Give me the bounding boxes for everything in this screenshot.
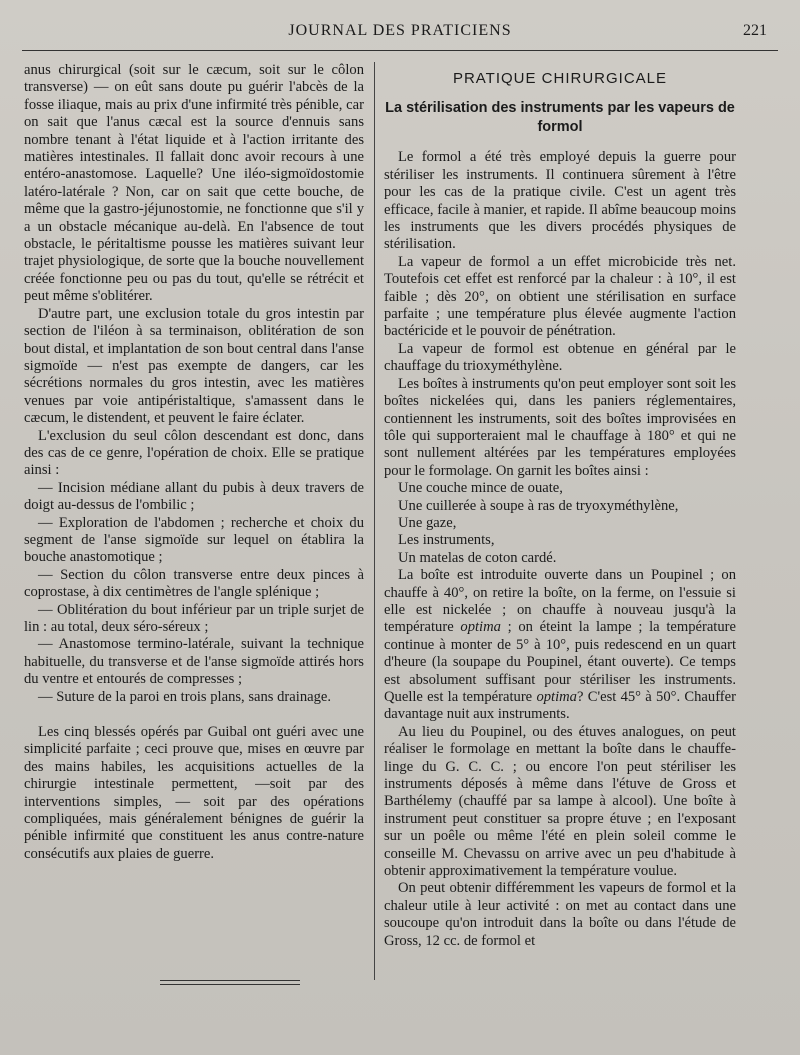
- page-number: 221: [743, 22, 767, 39]
- end-rule: [160, 980, 300, 981]
- paragraph: La vapeur de formol est obtenue en général par le chauffage du trioxyméthylène.: [384, 340, 736, 375]
- end-rule: [160, 984, 300, 985]
- procedure-step: — Incision médiane allant du pubis à deux travers de doigt au-dessus de l'ombilic ;: [24, 479, 364, 514]
- text-run: ; on éteint la lampe ; la température continue à monter de 5° à 10°, puis redescend en un quart d'heure (la soupape du Poupinel, étant ouverte). Ce temps est absolument suffisant pour stériliser les instruments. Quelle est la température: [384, 619, 736, 705]
- procedure-step: — Section du côlon transverse entre deux pinces à coprostase, à dix centimètres de l'angle splénique ;: [24, 566, 364, 601]
- emphasis: optima: [536, 689, 577, 705]
- paragraph: Au lieu du Poupinel, ou des étuves analogues, on peut réaliser le formolage en mettant la boîte dans le chauffe-linge du G. C. C. ; ou encore l'on peut stériliser les instruments déposés à même dans l'étuve de Gross et Barthélemy (chauffé par sa lampe à alcool). Une boîte à instrument peut constituer sa propre étuve ; en l'exposant sur un poêle ou même l'été en plein soleil comme le conseille M. Chevassu on arrive avec un peu d'habitude à obtenir approximativement la température voulue.: [384, 723, 736, 880]
- paragraph: Les cinq blessés opérés par Guibal ont guéri avec une simplicité parfaite ; ceci prouve que, mises en œuvre par des mains habiles, les acquisitions actuelles de la chirurgie intestinale permettent, —soit par des interventions simples, — soit par des opérations compliquées, mais généralement bénignes de guérir la pénible infirmité que constituent les anus contre-nature consécutifs aux plaies de guerre.: [24, 724, 364, 862]
- right-column: [384, 62, 736, 950]
- paragraph: Les boîtes à instruments qu'on peut employer sont soit les boîtes nickelées qui, dans les paniers réglementaires, contiennent les instruments, soit des boîtes improvisées en tôle qui supporteraient mal le chauffage à 180° et qui ne sont nullement altérées par les températures employées pour le formolage. On garnit les boîtes ainsi :: [384, 375, 736, 479]
- procedure-step: — Anastomose termino-latérale, suivant la technique habituelle, du transverse et de l'anse sigmoïde attirés hors du ventre et entourés de compresses ;: [24, 636, 364, 688]
- column-divider: [374, 62, 375, 980]
- procedure-step: — Exploration de l'abdomen ; recherche et choix du segment de l'anse sigmoïde sur lequel on établira la bouche anastomotique ;: [24, 514, 364, 566]
- list-item: Une couche mince de ouate,: [398, 480, 563, 497]
- list-item: Une cuillerée à soupe à ras de tryoxyméthylène,: [398, 497, 679, 514]
- text-run: ? C'est 45° à 50°. Chauffer davantage nuit aux instruments.: [384, 689, 736, 723]
- running-header: [25, 22, 775, 44]
- paragraph: anus chirurgical (soit sur le cæcum, soit sur le côlon transverse) — on eût sans doute pu guérir l'abcès de la fosse iliaque, mais au prix d'une infirmité très pénible, car on sait que l'anus cæcal est la source d'ennuis sans nombre tenant à l'état liquide et à l'action irritante des matières intestinales. Il fallait donc avoir recours à une entéro-anastomose. Laquelle? Une iléo-sigmoïdostomie latéro-latérale ? Non, car on sait que cette bouche, de même que la gastro-jéjunostomie, ne fonctionne que s'il y a un obstacle mécanique au-delà. En l'absence de tout obstacle, le péritaltisme pousse les matières suivant leur trajet physiologique, de sorte que la bouche nouvellement créée fonctionne peu ou pas du tout, qu'elle se rétrécit et peut même s'oblitérer.: [24, 62, 364, 305]
- procedure-step: — Oblitération du bout inférieur par un triple surjet de lin : au total, deux séro-séreux ;: [24, 601, 364, 635]
- list-item: Un matelas de coton cardé.: [398, 549, 557, 566]
- paragraph: La vapeur de formol a un effet microbicide très net. Toutefois cet effet est renforcé par la chaleur : à 10°, il est faible ; dès 20°, on obtient une stérilisation en surface parfaite ; une température plus élevée augmente l'action bactéricide et le pouvoir de pénétration.: [384, 253, 736, 340]
- list-item: Les instruments,: [398, 532, 495, 549]
- journal-title: JOURNAL DES PRATICIENS: [288, 22, 512, 39]
- paragraph: [384, 567, 736, 724]
- emphasis: optima: [460, 619, 501, 636]
- article-title: La stérilisation des instruments par les vapeurs de formol: [385, 100, 735, 136]
- paragraph: D'autre part, une exclusion totale du gros intestin par section de l'iléon à sa terminaison, oblitération de son bout distal, et implantation de son bout central dans l'anse sigmoïde — n'est pas exempte de dangers, car les sécrétions normales du gros intestin, avec les matières venues par voie antipéristaltique, s'amassent dans le cæcum, le distendent, et peuvent le faire éclater.: [24, 305, 364, 427]
- section-title: PRATIQUE CHIRURGICALE: [452, 70, 668, 87]
- list-item: Une gaze,: [398, 514, 457, 531]
- text-run: La boîte est introduite ouverte dans un Poupinel ; on chauffe à 40°, on retire la boîte, on la ferme, on l'essuie si elle est nickelée ; on chauffe à nouveau jusqu'à la température: [384, 567, 736, 636]
- paragraph: Le formol a été très employé depuis la guerre pour stériliser les instruments. Il continuera sûrement à l'être pour les cas de la pratique civile. C'est un agent très efficace, facile à manier, et rapide. Il abîme beaucoup moins les instruments que les divers procédés physiques de stérilisation.: [384, 149, 736, 253]
- procedure-step: — Suture de la paroi en trois plans, sans drainage.: [38, 688, 332, 705]
- paragraph: On peut obtenir différemment les vapeurs de formol et la chaleur utile à leur activité : on met au contact dans une soucoupe qu'on introduit dans la boîte ou dans l'étude de Gross, 12 cc. de formol et: [384, 880, 736, 949]
- header-rule: [22, 50, 778, 51]
- left-column: [24, 62, 364, 863]
- paragraph: L'exclusion du seul côlon descendant est donc, dans des cas de ce genre, l'opération de choix. Elle se pratique ainsi :: [24, 427, 364, 479]
